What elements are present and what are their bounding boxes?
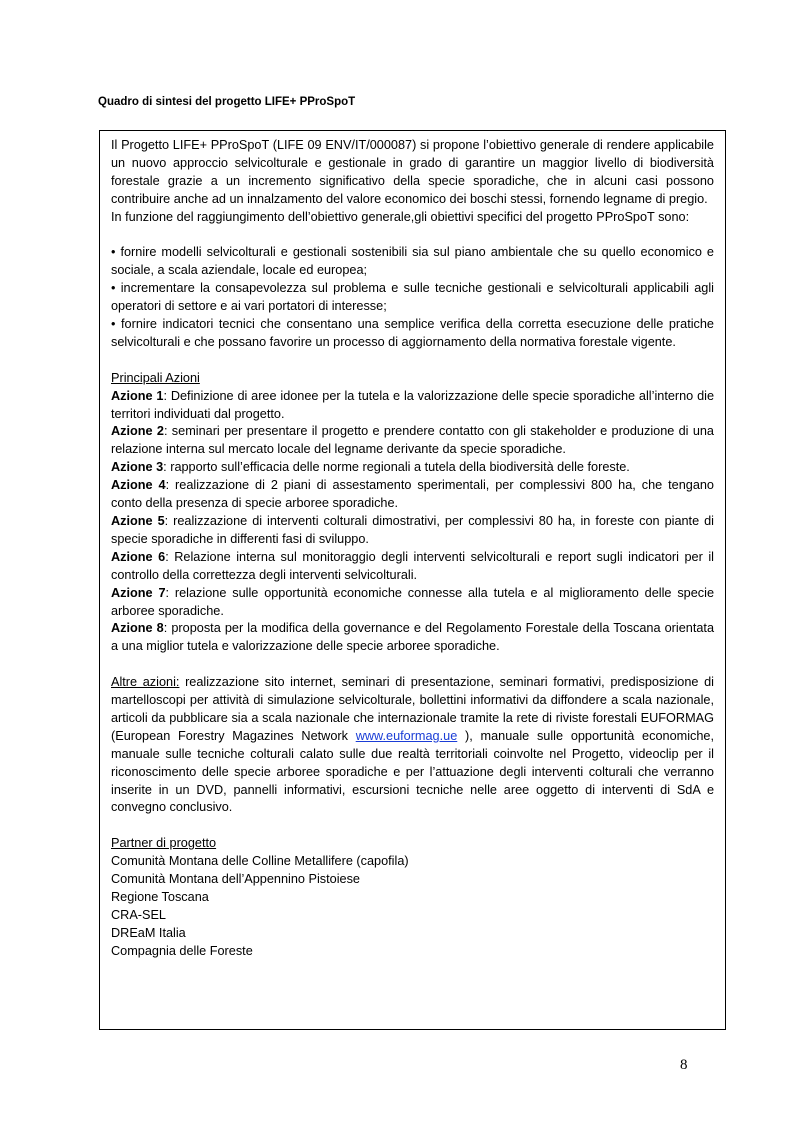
objective-bullet: • fornire indicatori tecnici che consentano una semplice verifica della corretta esecuzione delle pratiche selvicolturali e che possano favorire un processo di aggiornamento della normativa forestale vigente. [111,317,714,349]
partner-item: Regione Toscana [111,890,209,904]
azione-item [111,423,714,459]
azione-label: Azione 8 [111,621,164,636]
azione-label: Azione 5 [111,514,165,528]
azione-item [111,459,714,477]
azione-text: : proposta per la modifica della governance e del Regolamento Forestale della Toscana orientata a una miglior tutela e valorizzazione delle specie arboree sporadiche. [111,621,715,654]
azione-label: Azione 7 [111,585,166,600]
azione-item [111,620,714,656]
azione-text: : relazione sulle opportunità economiche connesse alla tutela e al miglioramento delle specie arboree sporadiche. [111,585,715,618]
azione-item [111,549,714,585]
partner-item: DREaM Italia [111,925,186,940]
altre-azioni-text: realizzazione sito internet, seminari di presentazione, seminari formativi, predisposizione di martelloscopi per attività di simulazione selvicolturale, bollettini informativi da diffondere a scala nazionale, articoli da pubblicare sia a scala nazionale che internazionale tramite la rete di riviste forestali EUFORMAG (European Forestry Magazines Network [111,675,714,743]
azione-label: Azione 2 [111,424,164,439]
objectives-intro: In funzione del raggiungimento dell’obiettivo generale,gli obiettivi specifici del progetto PProSpoT sono: [111,209,690,224]
partner-item: Compagnia delle Foreste [111,943,253,958]
azione-text: : realizzazione di 2 piani di assestamento sperimentali, per complessivi 800 ha, che tengano conto della presenza di specie arboree sporadiche. [111,478,714,511]
azione-label: Azione 3 [111,460,164,475]
partner-title: Partner di progetto [111,836,217,851]
azioni-title: Principali Azioni [111,370,200,385]
altre-azioni-label: Altre azioni: [111,675,180,690]
intro-paragraph: Il Progetto LIFE+ PProSpoT (LIFE 09 ENV/IT/000087) si propone l’obiettivo generale di rendere applicabile un nuovo approccio selvicolturale e gestionale in grado di garantire un maggior livello di biodiversità forestale grazie a un incremento significativo della specie sporadiche, che in alcuni casi possono contribuire anche ad un innalzamento del valore economico dei boschi stessi, fornendo legname di pregio. [111,138,714,206]
azione-item [111,388,714,424]
azione-item [111,477,714,513]
summary-content [111,137,714,961]
azione-label: Azione 4 [111,478,166,493]
azione-text: : Definizione di aree idonee per la tutela e la valorizzazione delle specie sporadiche all’interno die territori individuati dal progetto. [111,388,714,421]
azione-text: : Relazione interna sul monitoraggio degli interventi selvicolturali e report sugli indicatori per il controllo della correttezza degli interventi selvicolturali. [111,549,714,582]
azione-item [111,513,714,549]
objective-bullet: • incrementare la consapevolezza sul problema e sulle tecniche gestionali e selvicolturali applicabili agli operatori di settore e ai vari portatori di interesse; [111,281,714,314]
partner-item: CRA-SEL [111,907,166,922]
altre-azioni-paragraph [111,674,714,817]
partner-item: Comunità Montana dell’Appennino Pistoiese [111,872,360,887]
azione-label: Azione 6 [111,549,166,564]
altre-azioni-text-end: ), manuale sulle opportunità economiche, manuale sulle tecniche colturali calato sulle due realtà territoriali coinvolte nel Progetto, videoclip per il riconoscimento delle specie arboree sporadiche e per l’attuazione degli interventi colturali che verranno inserite in un DVD, pannelli informativi, escursioni tecniche nelle aree oggetto di interventi di SdA e convegno conclusivo. [111,728,714,815]
section-heading: Quadro di sintesi del progetto LIFE+ PProSpoT [98,96,356,108]
azione-item [111,585,714,621]
euformag-link[interactable]: www.euformag.ue [355,728,458,743]
azione-text: : realizzazione di interventi colturali dimostrativi, per complessivi 80 ha, in foreste con piante di specie sporadiche in differenti fasi di sviluppo. [111,514,714,546]
partner-item: Comunità Montana delle Colline Metallifere (capofila) [111,854,409,869]
page-number: 8 [680,1057,688,1073]
objective-bullet: • fornire modelli selvicolturali e gestionali sostenibili sia sul piano ambientale che su quello economico e sociale, a scala aziendale, locale ed europea; [111,245,714,278]
azione-label: Azione 1 [111,388,164,403]
azione-text: : seminari per presentare il progetto e prendere contatto con gli stakeholder e produzione di una relazione interna sul mercato locale del legname derivante da specie sporadiche. [111,424,714,457]
azione-text: : rapporto sull’efficacia delle norme regionali a tutela della biodiversità delle foreste. [163,460,630,475]
